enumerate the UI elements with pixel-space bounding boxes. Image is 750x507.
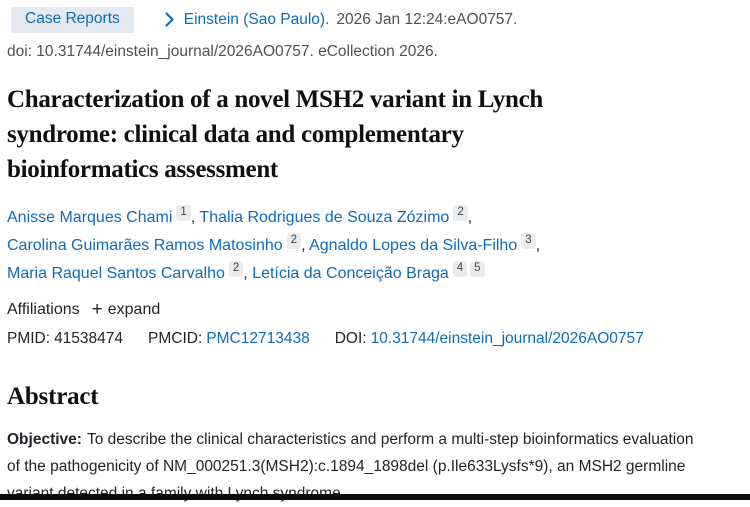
expand-label: expand [107,301,161,319]
author [199,205,473,226]
affiliations-row [7,298,742,320]
author-link[interactable]: Thalia Rodrigues de Souza Zózimo [199,208,450,226]
author-separator: , [535,236,541,254]
author-separator: , [243,264,253,282]
author [7,261,253,282]
author-link[interactable]: Maria Raquel Santos Carvalho [7,264,225,282]
pmcid-item [148,330,310,348]
expand-affiliations-button[interactable] [91,298,161,320]
article-title [7,82,742,187]
pmid-item [7,330,123,348]
affiliation-number[interactable]: 4 [453,261,467,278]
affiliations-label: Affiliations [7,301,80,319]
author-link[interactable]: Anisse Marques Chami [7,208,173,226]
doi-label: DOI: [334,329,367,347]
pmid-label: PMID: [7,329,51,347]
author [252,261,484,282]
doi-link[interactable]: 10.31744/einstein_journal/2026AO0757 [370,329,644,347]
doi-line: doi: 10.31744/einstein_journal/2026AO0757. eCollection 2026. [7,42,438,60]
objective-line: of the pathogenicity of NM_000251.3(MSH2):c.1894_1898del (p.Ile633Lysfs*9), an MSH2 germline [7,457,686,475]
author [7,205,200,226]
author-link[interactable]: Agnaldo Lopes da Silva-Filho [309,236,518,254]
pmcid-link[interactable]: PMC12713438 [206,329,310,347]
affiliation-number[interactable]: 5 [470,261,484,278]
authors-list [7,204,742,288]
objective-line [7,426,742,453]
citation-details: 2026 Jan 12:24:eAO0757. [336,10,518,28]
affiliation-number[interactable]: 2 [453,205,467,222]
bottom-divider-bar [0,494,750,500]
affiliation-number[interactable]: 2 [229,261,243,278]
author [7,233,310,254]
objective-label: Objective: [7,430,82,448]
author-line [7,232,742,260]
journal-link[interactable]: Einstein (Sao Paulo). [183,10,330,28]
author-line [7,204,742,232]
citation-row [5,7,742,33]
pmcid-label: PMCID: [148,329,203,347]
article-title-line: syndrome: clinical data and complementary [7,120,464,148]
identifiers-row [7,330,742,348]
author-line [7,260,742,288]
objective-text: To describe the clinical characteristics and perform a multi-step bioinformatics evaluation [86,430,694,448]
author-link[interactable]: Letícia da Conceição Braga [252,264,449,282]
affiliation-number[interactable]: 1 [176,205,190,222]
author-link[interactable]: Carolina Guimarães Ramos Matosinho [7,236,283,254]
author-separator: , [301,236,310,254]
publication-type-badge: Case Reports [11,7,134,33]
author [309,233,541,254]
author-separator: , [190,208,200,226]
affiliation-number[interactable]: 2 [287,233,301,250]
article-title-line: bioinformatics assessment [7,155,278,183]
author-separator: , [467,208,473,226]
article-title-line: Characterization of a novel MSH2 variant in Lynch [7,85,543,113]
doi-item [335,330,644,348]
affiliation-number[interactable]: 3 [521,233,535,250]
chevron-right-icon [164,11,175,28]
pmid-value: 41538474 [54,329,124,347]
plus-icon: + [91,298,103,320]
abstract-heading: Abstract [7,382,99,410]
